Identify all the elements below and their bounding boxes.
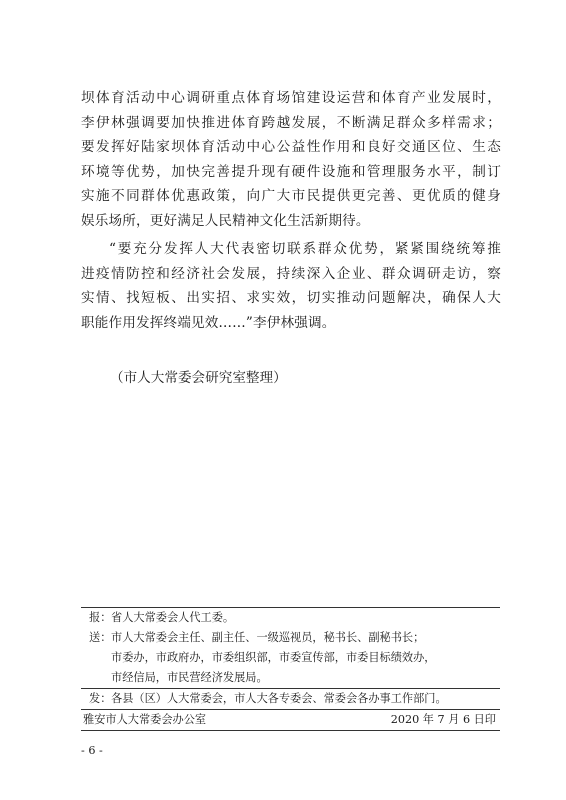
body-line: “要充分发挥人大代表密切联系群众优势，紧紧围绕统筹推	[109, 241, 501, 257]
send-text: 市人大常委会主任、副主任、一级巡视员，秘书长、副秘书长；	[111, 631, 425, 644]
report-row	[81, 608, 500, 628]
send-row-cont: 市委办，市政府办，市委组织部，市委宣传部，市委目标绩效办，	[111, 651, 436, 664]
article-body	[81, 86, 501, 335]
issue-label: 发：	[89, 692, 112, 705]
send-label: 送：	[89, 631, 112, 644]
body-line: 坝体育活动中心调研重点体育场馆建设运营和体育产业发展时，	[81, 90, 501, 106]
body-line: 环境等优势，加快完善提升现有硬件设施和管理服务水平，制订	[81, 163, 501, 180]
divider	[81, 730, 500, 731]
body-line: 实情、找短板、出实招、求实效，切实推动问题解决，确保人大	[81, 290, 501, 306]
body-line: 娱乐场所，更好满足人民精神文化生活新期待。	[81, 212, 370, 229]
report-label: 报：	[89, 611, 112, 624]
footer-row	[81, 710, 500, 730]
send-row-cont: 市经信局，市民营经济发展局。	[111, 671, 268, 684]
source-signature: （市人大常委会研究室整理）	[110, 370, 287, 386]
body-line: 要发挥好陆家坝体育活动中心公益性作用和良好交通区位、生态	[81, 139, 501, 155]
body-line: 进疫情防控和经济社会发展，持续深入企业、群众调研走访，察	[81, 265, 501, 282]
body-line: 李伊林强调要加快推进体育跨越发展，不断满足群众多样需求；	[81, 114, 501, 131]
distribution-block	[81, 607, 500, 731]
issue-text: 各县（区）人大常委会，市人大各专委会、常委会各办事工作部门。	[111, 692, 447, 705]
issuer-name: 雅安市人大常委会办公室	[83, 713, 207, 726]
body-line: 职能作用发挥终端见效……”李伊林强调。	[81, 314, 336, 331]
page-number: - 6 -	[81, 744, 103, 757]
issue-row	[81, 689, 500, 709]
send-row	[81, 628, 500, 648]
print-date: 2020 年 7 月 6 日印	[390, 713, 496, 726]
body-line: 实施不同群体优惠政策，向广大市民提供更完善、更优质的健身	[81, 188, 501, 204]
report-text: 省人大常委会人代工委。	[111, 611, 235, 624]
